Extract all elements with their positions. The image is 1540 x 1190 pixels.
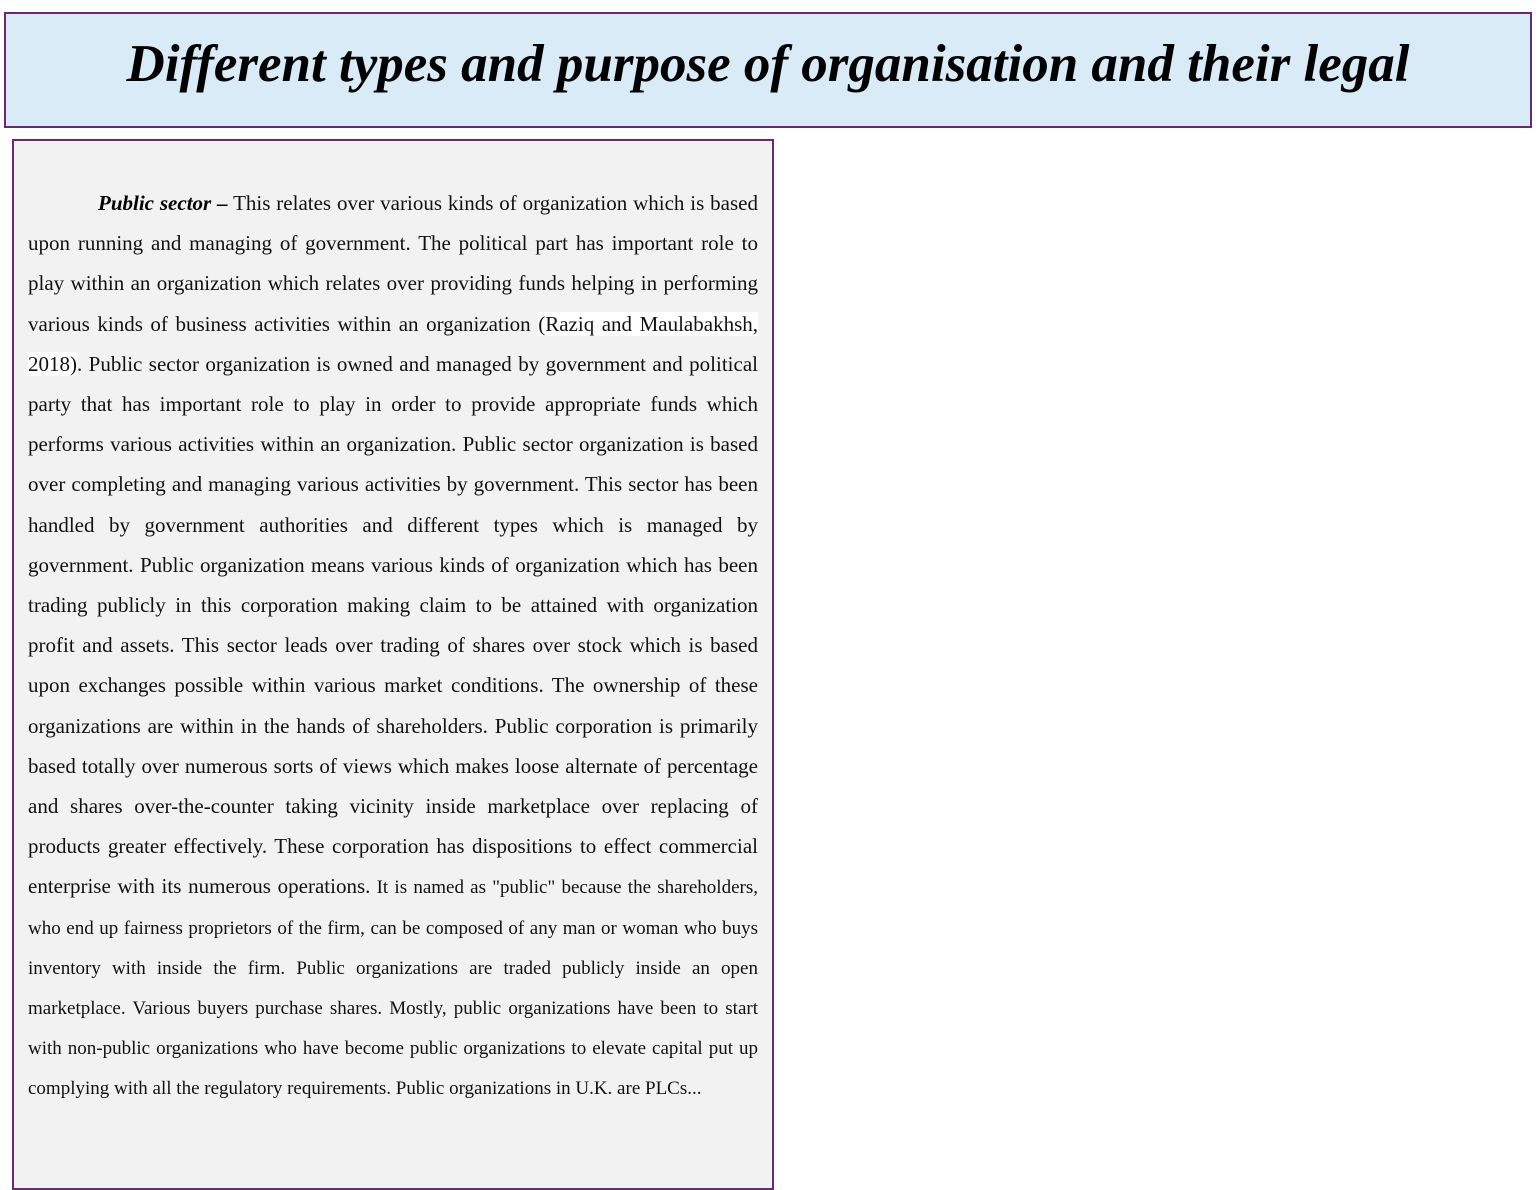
page-title: Different types and purpose of organisation and their legal	[126, 35, 1410, 93]
content-inner	[14, 141, 772, 1108]
body-paragraph	[28, 183, 758, 1108]
content-text-box	[12, 139, 774, 1190]
citation: (Raziq and Maulabakhsh, 2018)	[28, 311, 758, 376]
paragraph-text-part1: This relates over various kinds of organization which is based upon running and managing of government. The political part has important role to play within an organization which relates over providing funds helping in performing various kinds of business activities within an organization	[28, 191, 758, 336]
paragraph-text-part2: . Public sector organization is owned and managed by government and political party that has important role to play in order to provide appropriate funds which performs various activities within an organization. Public sector organization is based over completing and managing various activities by government. This sector has been handled by government authorities and different types which is managed by government. Public organization means various kinds of organization which has been trading publicly in this corporation making claim to be attained with organization profit and assets. This sector leads over trading of shares over stock which is based upon exchanges possible within various market conditions. The ownership of these organizations are within in the hands of shareholders. Public corporation is primarily based totally over numerous sorts of views which makes loose alternate of percentage and shares over-the-counter taking vicinity inside marketplace over replacing of products greater effectively. These corporation has dispositions to effect commercial enterprise with its numerous operations.	[28, 351, 758, 899]
lead-term: Public sector –	[98, 191, 228, 215]
title-banner	[4, 12, 1532, 128]
paragraph-text-small: It is named as "public" because the shareholders, who end up fairness proprietors of the firm, can be composed of any man or woman who buys inventory with inside the firm. Public organizations are traded publicly inside an open marketplace. Various buyers purchase shares. Mostly, public organizations have been to start with non-public organizations who have become public organizations to elevate capital put up complying with all the regulatory requirements. Public organizations in U.K. are PLCs...	[28, 877, 758, 1100]
